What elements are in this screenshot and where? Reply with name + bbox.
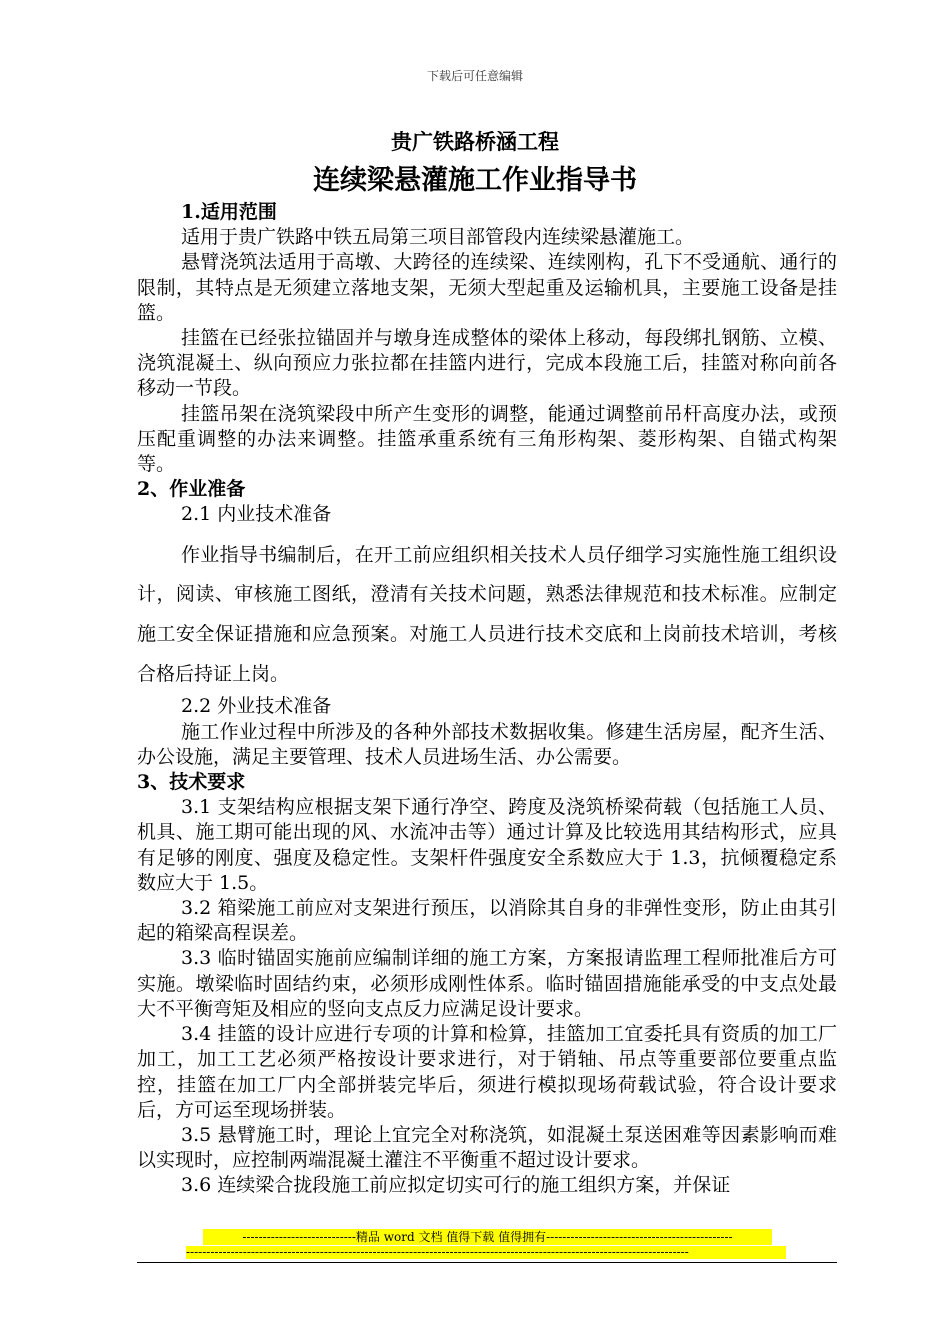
document-title: 连续梁悬灌施工作业指导书 [313,165,637,196]
section-3-heading: 3、技术要求 [137,771,246,794]
paragraph: 悬臂浇筑法适用于高墩、大跨径的连续梁、连续刚构，孔下不受通航、通行的限制，其特点是无须建立落地支架，无须大型起重及运输机具，主要施工设备是挂篮。 [137,251,837,324]
section-2-heading: 2、作业准备 [137,478,246,501]
subsection-heading: 2.2 外业技术准备 [181,695,332,718]
paragraph: 作业指导书编制后，在开工前应组织相关技术人员仔细学习实施性施工组织设计，阅读、审核施工图纸，澄清有关技术问题，熟悉法律规范和技术标准。应制定施工安全保证措施和应急预案。对施工人员进行技术交底和上岗前技术培训，考核合格后持证上岗。 [137,543,837,685]
paragraph: 3.1 支架结构应根据支架下通行净空、跨度及浇筑桥梁荷载（包括施工人员、机具、施工期可能出现的风、水流冲击等）通过计算及比较选用其结构形式，应具有足够的刚度、强度及稳定性。支架杆件强度安全系数应大于 1.3，抗倾覆稳定系数应大于 1.5。 [137,796,837,894]
header-note: 下载后可任意编辑 [426,69,523,83]
subsection-heading: 2.1 内业技术准备 [181,503,332,526]
paragraph: 挂篮吊架在浇筑梁段中所产生变形的调整，能通过调整前吊杆高度办法，或预压配重调整的办法来调整。挂篮承重系统有三角形构架、菱形构架、自锚式构架等。 [137,402,837,476]
paragraph: 挂篮在已经张拉锚固并与墩身连成整体的梁体上移动，每段绑扎钢筋、立模、浇筑混凝土、纵向预应力张拉都在挂篮内进行，完成本段施工后，挂篮对称向前各移动一节段。 [137,327,837,400]
section-1-heading: 1.适用范围 [181,201,277,223]
paragraph: 3.6 连续梁合拢段施工前应拟定切实可行的施工组织方案，并保证 [181,1174,731,1197]
document-body [137,200,837,1199]
footer-dash-line: ---------------------------------------------------------------------------------------------------------------------------- [186,1246,786,1259]
project-title: 贵广铁路桥涵工程 [391,129,559,154]
paragraph: 适用于贵广铁路中铁五局第三项目部管段内连续梁悬灌施工。 [181,226,695,249]
footer-banner: ----------------------------精品 word 文档 值得下载 值得拥有---------------------------------------------- [203,1229,772,1245]
paragraph: 3.5 悬臂施工时，理论上宜完全对称浇筑，如混凝土泵送困难等因素影响而难以实现时，应控制两端混凝土灌注不平衡重不超过设计要求。 [137,1123,837,1172]
paragraph: 施工作业过程中所涉及的各种外部技术数据收集。修建生活房屋，配齐生活、办公设施，满足主要管理、技术人员进场生活、办公需要。 [137,720,837,768]
footer-rule [137,1262,837,1263]
paragraph: 3.3 临时锚固实施前应编制详细的施工方案，方案报请监理工程师批准后方可实施。墩梁临时固结约束，必须形成刚性体系。临时锚固措施能承受的中支点处最大不平衡弯矩及相应的竖向支点反力应满足设计要求。 [137,947,837,1020]
paragraph: 3.4 挂篮的设计应进行专项的计算和检算，挂篮加工宜委托具有资质的加工厂加工，加工工艺必须严格按设计要求进行，对于销轴、吊点等重要部位要重点监控，挂篮在加工厂内全部拼装完毕后，须进行模拟现场荷载试验，符合设计要求后，方可运至现场拼装。 [137,1023,837,1121]
paragraph: 3.2 箱梁施工前应对支架进行预压，以消除其自身的非弹性变形，防止由其引起的箱梁高程误差。 [137,897,837,945]
